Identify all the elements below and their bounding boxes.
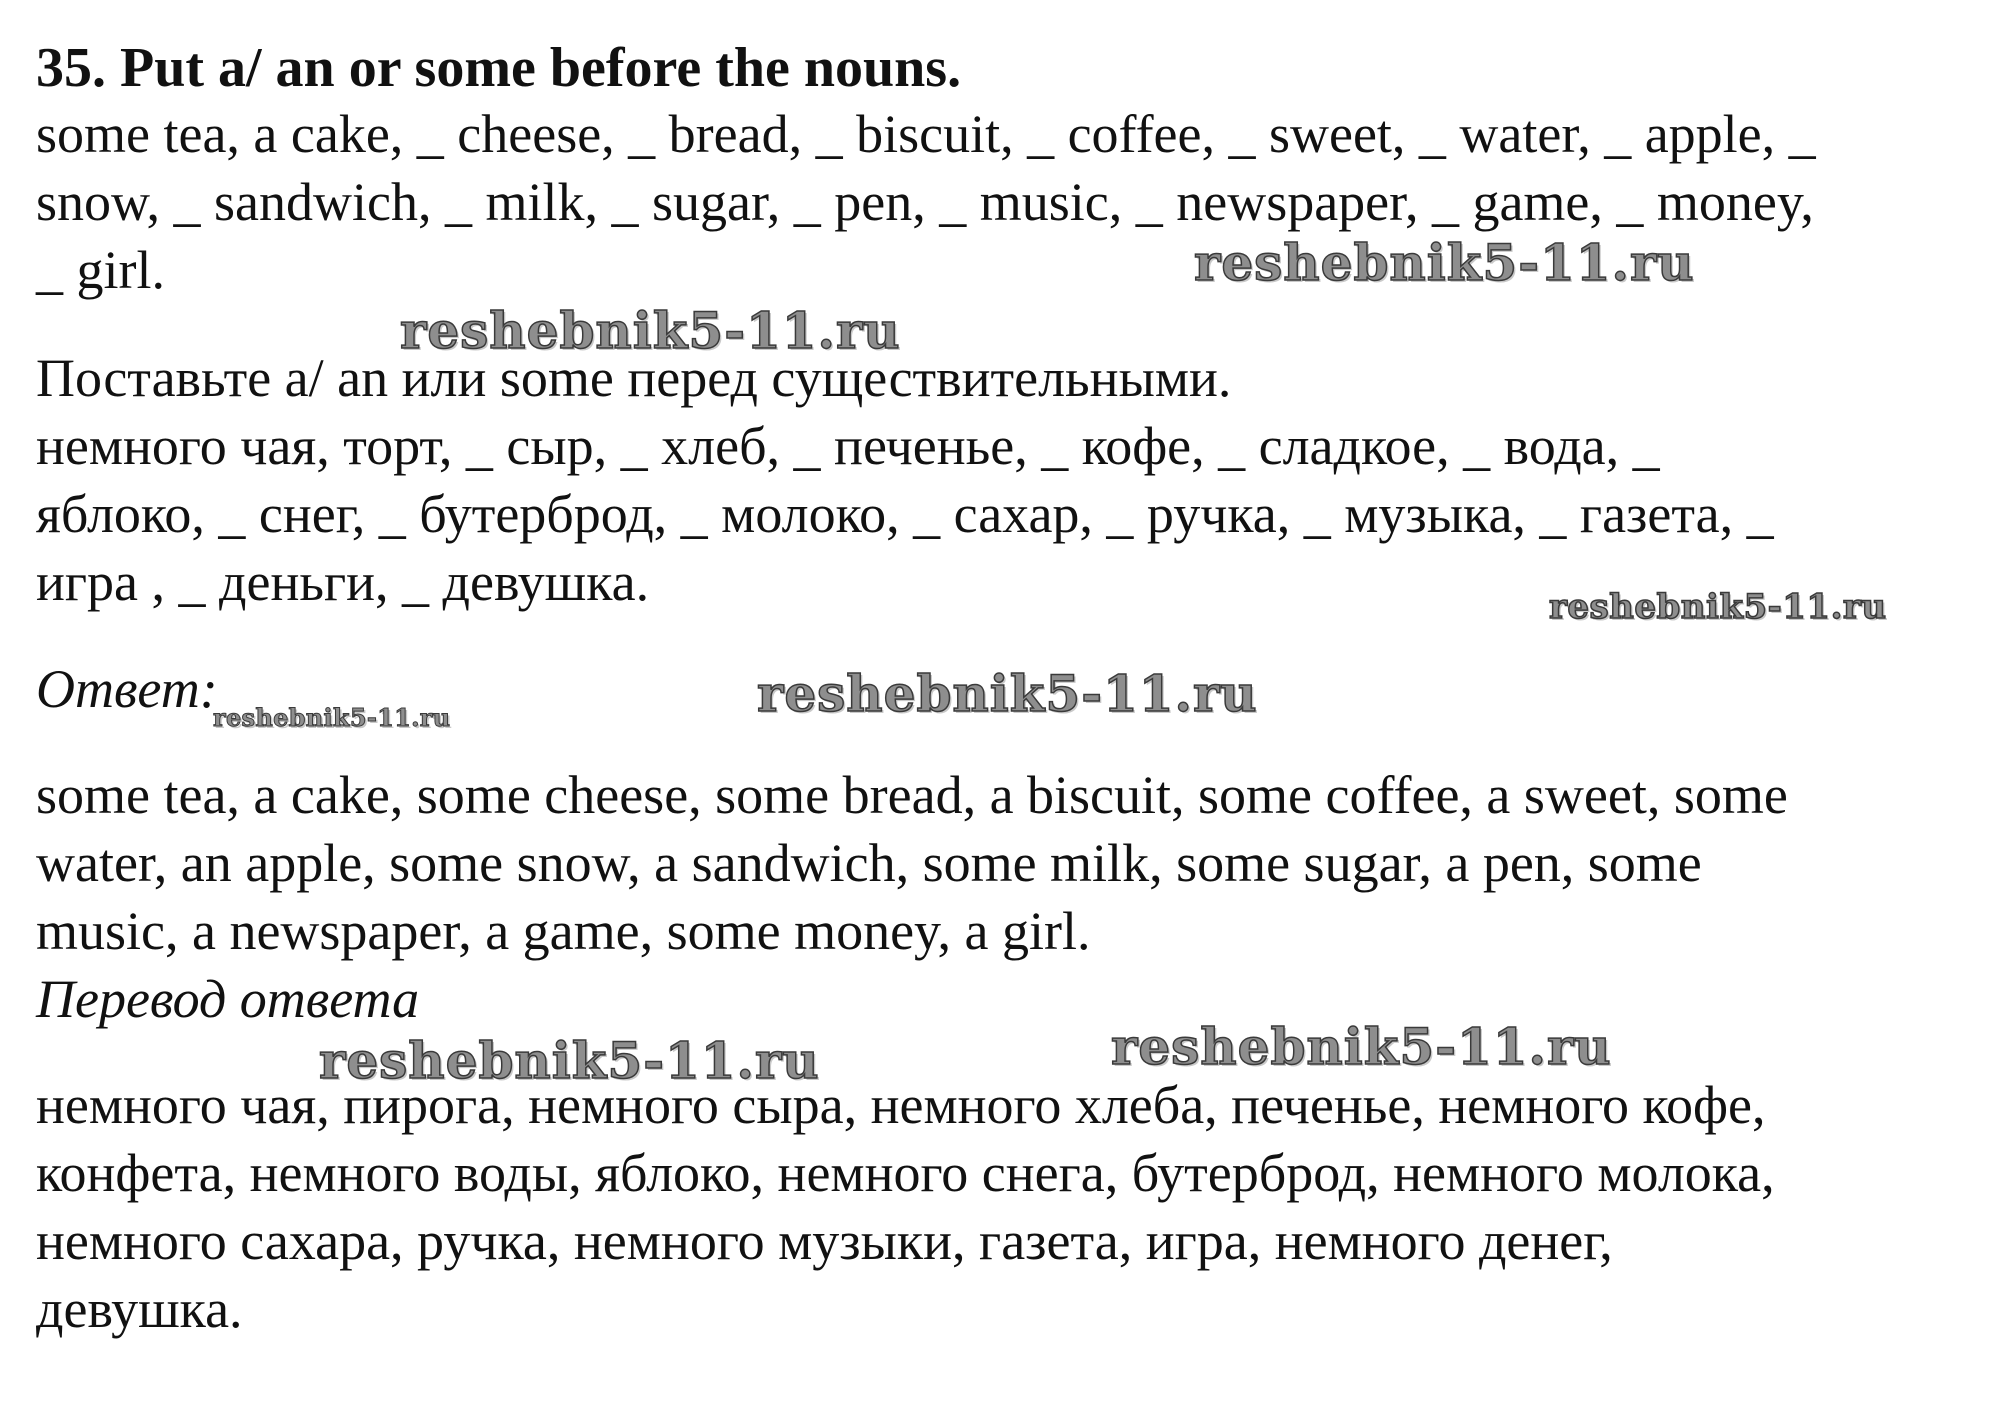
answer-translation-line-2: конфета, немного воды, яблоко, немного снега, бутерброд, немного молока, [36, 1143, 1775, 1203]
task-line-2: snow, _ sandwich, _ milk, _ sugar, _ pen, _ music, _ newspaper, _ game, _ money, [36, 172, 1814, 232]
watermark: reshebnik5-11.ru [757, 664, 1258, 723]
answer-line-2: water, an apple, some snow, a sandwich, some milk, some sugar, a pen, some [36, 833, 1702, 893]
task-translation-heading: Поставьте a/ an или some перед существительными. [36, 348, 1232, 408]
watermark: reshebnik5-11.ru [1111, 1017, 1612, 1076]
task-line-3: _ girl. [36, 240, 165, 300]
answer-translation-line-1: немного чая, пирога, немного сыра, немного хлеба, печенье, немного кофе, [36, 1075, 1766, 1135]
task-translation-line-1: немного чая, торт, _ сыр, _ хлеб, _ печенье, _ кофе, _ сладкое, _ вода, _ [36, 416, 1660, 476]
task-line-1: some tea, a cake, _ cheese, _ bread, _ biscuit, _ coffee, _ sweet, _ water, _ apple, _ [36, 104, 1816, 164]
watermark: reshebnik5-11.ru [1194, 233, 1695, 292]
answer-line-1: some tea, a cake, some cheese, some bread, a biscuit, some coffee, a sweet, some [36, 765, 1788, 825]
answer-line-3: music, a newspaper, a game, some money, a girl. [36, 901, 1091, 961]
watermark: reshebnik5-11.ru [1549, 587, 1887, 627]
answer-translation-heading: Перевод ответа [36, 969, 420, 1029]
watermark: reshebnik5-11.ru [319, 1031, 820, 1090]
answer-translation-line-4: девушка. [36, 1279, 243, 1339]
task-translation-line-3: игра , _ деньги, _ девушка. [36, 552, 650, 612]
task-translation-line-2: яблоко, _ снег, _ бутерброд, _ молоко, _ сахар, _ ручка, _ музыка, _ газета, _ [36, 484, 1774, 544]
watermark: reshebnik5-11.ru [213, 703, 451, 732]
answer-translation-line-3: немного сахара, ручка, немного музыки, газета, игра, немного денег, [36, 1211, 1613, 1271]
answer-heading: Ответ: [36, 659, 218, 719]
exercise-title: 35. Put a/ an or some before the nouns. [36, 37, 962, 99]
watermark: reshebnik5-11.ru [400, 301, 901, 360]
